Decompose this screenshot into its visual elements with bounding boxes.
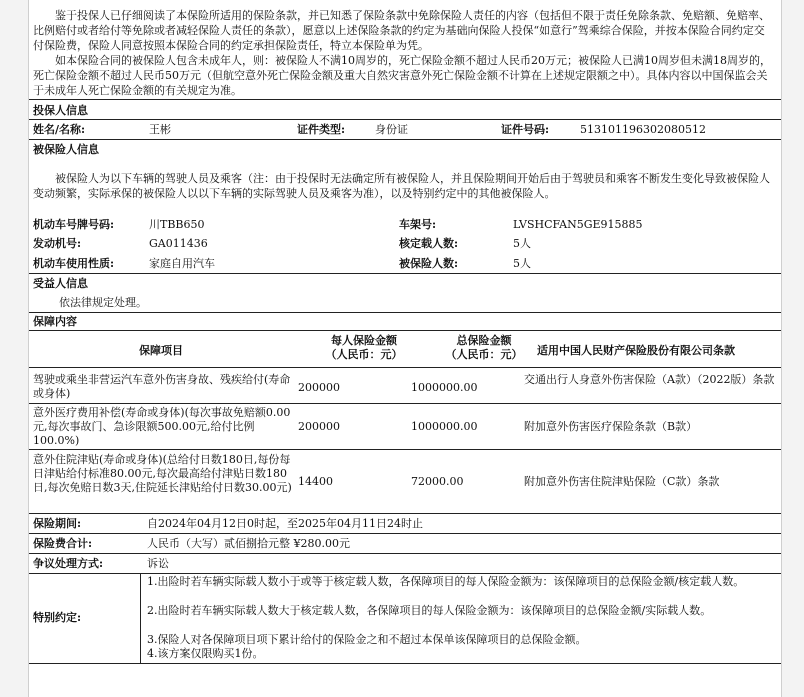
special-label: 特别约定:: [33, 611, 82, 624]
id-number-value: 513101196302080512: [580, 123, 706, 136]
coverage-row-1-total: 1000000.00: [411, 381, 478, 394]
insured-description: 被保险人为以下车辆的驾驶人员及乘客（注：由于投保时无法确定所有被保险人，并且保险期间开始后由于驾驶员和乘客不断发生变化导致被保险人变动频繁，实际承保的被保险人以以下车辆的实际驾驶人员及乘客为准），以及特别约定中的其他被保险人。: [33, 172, 770, 200]
coverage-row-2-clause: 附加意外伤害医疗保险条款（B款）: [524, 420, 698, 433]
policyholder-section-title: 投保人信息: [33, 104, 88, 117]
usage-label: 机动车使用性质:: [33, 257, 115, 270]
special-item-1: 1.出险时若车辆实际载人数小于或等于核定载人数，各保障项目的每人保险金额为：该保障项目的总保险金额/核定载人数。: [147, 575, 745, 588]
divider: [29, 573, 781, 574]
coverage-row-3-per-person: 14400: [298, 475, 333, 488]
coverage-row-2-total: 1000000.00: [411, 420, 478, 433]
engine-label: 发动机号:: [33, 237, 82, 250]
vin-label: 车架号:: [399, 218, 437, 231]
name-label: 姓名/名称:: [33, 123, 86, 136]
special-item-4: 4.该方案仅限购买1份。: [147, 647, 264, 660]
header-clause: 适用中国人民财产保险股份有限公司条款: [537, 344, 735, 357]
coverage-row-3-total: 72000.00: [411, 475, 464, 488]
coverage-section-title: 保障内容: [33, 315, 77, 328]
special-item-2: 2.出险时若车辆实际载人数大于核定载人数，各保障项目的每人保险金额为：该保障项目的总保险金额/实际载人数。: [147, 604, 712, 617]
insured-count-value: 5人: [513, 257, 531, 270]
id-type-value: 身份证: [375, 123, 408, 136]
divider: [29, 553, 781, 554]
coverage-row-1-per-person: 200000: [298, 381, 340, 394]
divider: [29, 330, 781, 331]
declaration-paragraph-2: 如本保险合同的被保险人包含未成年人，则：被保险人不满10周岁的，死亡保险金额不超过人民币20万元；被保险人已满10周岁但未满18周岁的，死亡保险金额不超过人民币50万元（但航空意外死亡保险金额及重大自然灾害意外死亡保险金额不计算在上述规定限额之中）。具体内容以中国保监会关于未成年人死亡保险金额的有关规定为准。: [33, 54, 771, 97]
divider: [29, 533, 781, 534]
name-value: 王彬: [149, 123, 171, 136]
id-number-label: 证件号码:: [501, 123, 550, 136]
id-type-label: 证件类型:: [297, 123, 346, 136]
usage-value: 家庭自用汽车: [149, 257, 215, 270]
divider: [29, 513, 781, 514]
divider: [29, 367, 781, 368]
capacity-value: 5人: [513, 237, 531, 250]
header-total: 总保险金额 （人民币：元）: [445, 334, 523, 361]
coverage-row-2-per-person: 200000: [298, 420, 340, 433]
insured-section-title: 被保险人信息: [33, 143, 99, 156]
divider: [29, 312, 781, 313]
dispute-value: 诉讼: [147, 557, 169, 570]
plate-value: 川TBB650: [149, 218, 205, 231]
divider: [29, 273, 781, 274]
declaration-paragraph-1: 鉴于投保人已仔细阅读了本保险所适用的保险条款，并已知悉了保险条款中免除保险人责任的内容（包括但不限于责任免除条款、免赔额、免赔率、比例赔付或者给付等免除或者减轻保险人责任的条款），愿意以上述保险条款的约定为基础向保险人投保“如意行”驾乘综合保险，并按本保险合同约定交付保险费，保险人同意按照本保险合同的约定承担保险责任，特立本保险单为凭。: [33, 9, 770, 52]
period-value: 自2024年04月12日0时起，至2025年04月11日24时止: [147, 517, 423, 530]
divider: [29, 449, 781, 450]
coverage-row-3-clause: 附加意外伤害住院津贴保险（C款）条款: [524, 475, 720, 488]
policy-document: [28, 0, 782, 697]
beneficiary-section-title: 受益人信息: [33, 277, 88, 290]
divider: [29, 119, 781, 120]
vin-value: LVSHCFAN5GE915885: [513, 218, 643, 231]
engine-value: GA011436: [149, 237, 208, 250]
dispute-label: 争议处理方式:: [33, 557, 104, 570]
premium-value: 人民币（大写）贰佰捌拾元整 ¥280.00元: [147, 537, 350, 550]
special-item-3: 3.保险人对各保障项目项下累计给付的保险金之和不超过本保单该保障项目的总保险金额。: [147, 633, 587, 646]
header-per-person: 每人保险金额 （人民币：元）: [325, 334, 403, 361]
header-item: 保障项目: [139, 344, 183, 357]
beneficiary-value: 依法律规定处理。: [59, 296, 147, 309]
coverage-row-1-clause: 交通出行人身意外伤害保险（A款）（2022版）条款: [524, 373, 775, 386]
coverage-row-2-item: 意外医疗费用补偿(寿命或身体)(每次事故免赔额0.00元,每次事故门、急诊限额500.00元,给付比例100.0%): [33, 406, 291, 447]
divider: [29, 99, 781, 100]
column-divider: [140, 573, 141, 663]
coverage-row-1-item: 驾驶或乘坐非营运汽车意外伤害身故、残疾给付(寿命或身体): [33, 373, 291, 400]
premium-label: 保险费合计:: [33, 537, 93, 550]
capacity-label: 核定载人数:: [399, 237, 459, 250]
plate-label: 机动车号牌号码:: [33, 218, 115, 231]
divider: [29, 403, 781, 404]
divider: [29, 663, 781, 664]
period-label: 保险期间:: [33, 517, 82, 530]
insured-count-label: 被保险人数:: [399, 257, 459, 270]
coverage-row-3-item: 意外住院津贴(寿命或身体)(总给付日数180日,每份每日津贴给付标准80.00元,每次最高给付津贴日数180日,每次免赔日数3天,住院延长津贴给付日数30.00元): [33, 453, 292, 494]
divider: [29, 139, 781, 140]
